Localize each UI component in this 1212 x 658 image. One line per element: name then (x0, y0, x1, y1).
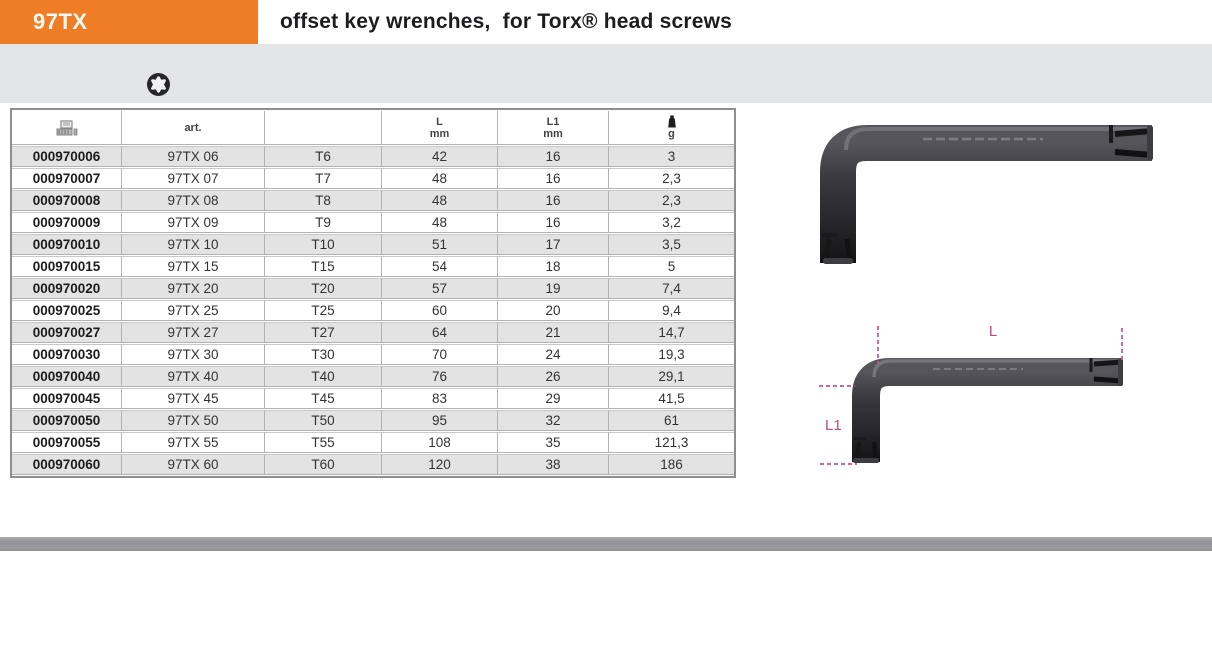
wrench-photo (805, 103, 1185, 288)
table-row (12, 300, 734, 321)
table-cell: 97TX 50 (122, 410, 265, 431)
table-cell: 19 (498, 278, 609, 299)
column-unit: mm (543, 127, 563, 140)
table-cell: 97TX 09 (122, 212, 265, 233)
table-row (12, 366, 734, 387)
weight-icon (667, 115, 677, 128)
table-cell: 14,7 (609, 322, 734, 343)
table-cell: 186 (609, 454, 734, 475)
table-cell: 000970008 (12, 190, 122, 211)
table-cell: 76 (382, 366, 498, 387)
table-cell: 70 (382, 344, 498, 365)
table-cell: 3 (609, 146, 734, 167)
table-cell: 57 (382, 278, 498, 299)
column-header-order-code (12, 111, 122, 145)
table-cell: 16 (498, 146, 609, 167)
table-cell: 120 (382, 454, 498, 475)
table-cell: 000970006 (12, 146, 122, 167)
table-row (12, 212, 734, 233)
table-cell: T45 (265, 388, 382, 409)
table-cell: 2,3 (609, 190, 734, 211)
table-cell: 64 (382, 322, 498, 343)
table-cell: 000970020 (12, 278, 122, 299)
table-cell: 51 (382, 234, 498, 255)
table-row (12, 344, 734, 365)
table-cell: 000970025 (12, 300, 122, 321)
spec-table (10, 108, 736, 478)
table-cell: 95 (382, 410, 498, 431)
barcode-icon (56, 120, 78, 136)
table-cell: T40 (265, 366, 382, 387)
column-label: L (436, 115, 443, 128)
table-cell: T7 (265, 168, 382, 189)
table-cell: 9,4 (609, 300, 734, 321)
table-cell: 21 (498, 322, 609, 343)
table-cell: 000970040 (12, 366, 122, 387)
table-cell: T27 (265, 322, 382, 343)
table-row (12, 256, 734, 277)
table-cell: 61 (609, 410, 734, 431)
table-cell: 48 (382, 168, 498, 189)
table-cell: 000970009 (12, 212, 122, 233)
table-row (12, 410, 734, 431)
table-cell: 97TX 15 (122, 256, 265, 277)
column-unit: g (668, 128, 675, 140)
table-cell: T30 (265, 344, 382, 365)
torx-star-icon (146, 72, 171, 97)
page-header (0, 0, 1212, 44)
table-cell: 000970030 (12, 344, 122, 365)
table-cell: 35 (498, 432, 609, 453)
table-cell: 97TX 55 (122, 432, 265, 453)
table-cell: 000970055 (12, 432, 122, 453)
column-header-L (382, 111, 498, 145)
table-cell: 48 (382, 212, 498, 233)
page-title: offset key wrenches, for Torx® head screws (280, 10, 733, 33)
table-cell: 5 (609, 256, 734, 277)
table-cell: T6 (265, 146, 382, 167)
footer-divider-bar (0, 537, 1212, 551)
table-cell: T9 (265, 212, 382, 233)
table-cell: 38 (498, 454, 609, 475)
table-cell: T20 (265, 278, 382, 299)
table-cell: T50 (265, 410, 382, 431)
table-cell: 83 (382, 388, 498, 409)
table-cell: 97TX 25 (122, 300, 265, 321)
table-cell: 000970010 (12, 234, 122, 255)
table-cell: 2,3 (609, 168, 734, 189)
table-cell: 42 (382, 146, 498, 167)
column-header-weight (609, 111, 734, 145)
column-header-L1 (498, 111, 609, 145)
table-cell: 54 (382, 256, 498, 277)
table-cell: 3,2 (609, 212, 734, 233)
column-label: L1 (546, 115, 560, 128)
table-cell: 32 (498, 410, 609, 431)
table-cell: 97TX 60 (122, 454, 265, 475)
table-cell: 000970027 (12, 322, 122, 343)
table-cell: 000970007 (12, 168, 122, 189)
category-band (0, 44, 1212, 103)
table-cell: 41,5 (609, 388, 734, 409)
table-cell: T15 (265, 256, 382, 277)
table-cell: 108 (382, 432, 498, 453)
table-row (12, 454, 734, 475)
table-cell: 3,5 (609, 234, 734, 255)
table-cell: 29,1 (609, 366, 734, 387)
table-cell: 17 (498, 234, 609, 255)
table-cell: 24 (498, 344, 609, 365)
column-unit: mm (429, 127, 450, 140)
table-cell: 000970050 (12, 410, 122, 431)
table-cell: 20 (498, 300, 609, 321)
product-code: 97TX (33, 9, 88, 34)
table-cell: 48 (382, 190, 498, 211)
table-cell: 18 (498, 256, 609, 277)
table-cell: 000970060 (12, 454, 122, 475)
table-body (12, 146, 734, 475)
column-label: art. (184, 121, 202, 134)
table-cell: 16 (498, 168, 609, 189)
table-row (12, 388, 734, 409)
table-cell: 97TX 40 (122, 366, 265, 387)
table-cell: 97TX 27 (122, 322, 265, 343)
table-cell: 16 (498, 212, 609, 233)
table-cell: 121,3 (609, 432, 734, 453)
column-header-art (122, 111, 265, 145)
table-cell: 97TX 07 (122, 168, 265, 189)
table-row (12, 322, 734, 343)
table-cell: T25 (265, 300, 382, 321)
table-cell: 97TX 06 (122, 146, 265, 167)
table-cell: 26 (498, 366, 609, 387)
table-header (12, 111, 734, 145)
table-row (12, 168, 734, 189)
table-cell: T10 (265, 234, 382, 255)
table-cell: 60 (382, 300, 498, 321)
table-cell: 16 (498, 190, 609, 211)
table-cell: 7,4 (609, 278, 734, 299)
table-cell: T55 (265, 432, 382, 453)
table-cell: 000970015 (12, 256, 122, 277)
dimension-label-L1: L1 (825, 417, 842, 434)
table-cell: 97TX 10 (122, 234, 265, 255)
table-cell: 97TX 45 (122, 388, 265, 409)
table-row (12, 190, 734, 211)
table-cell: T60 (265, 454, 382, 475)
table-cell: 19,3 (609, 344, 734, 365)
table-cell: 97TX 20 (122, 278, 265, 299)
table-cell: 000970045 (12, 388, 122, 409)
table-cell: 97TX 30 (122, 344, 265, 365)
table-row (12, 432, 734, 453)
table-row (12, 278, 734, 299)
table-cell: 29 (498, 388, 609, 409)
dimension-label-L: L (988, 323, 998, 340)
wrench-dimension-drawing (805, 312, 1185, 482)
column-header-size (265, 111, 382, 145)
table-cell: T8 (265, 190, 382, 211)
table-row (12, 234, 734, 255)
table-cell: 97TX 08 (122, 190, 265, 211)
table-row (12, 146, 734, 167)
product-code-banner (0, 0, 258, 44)
